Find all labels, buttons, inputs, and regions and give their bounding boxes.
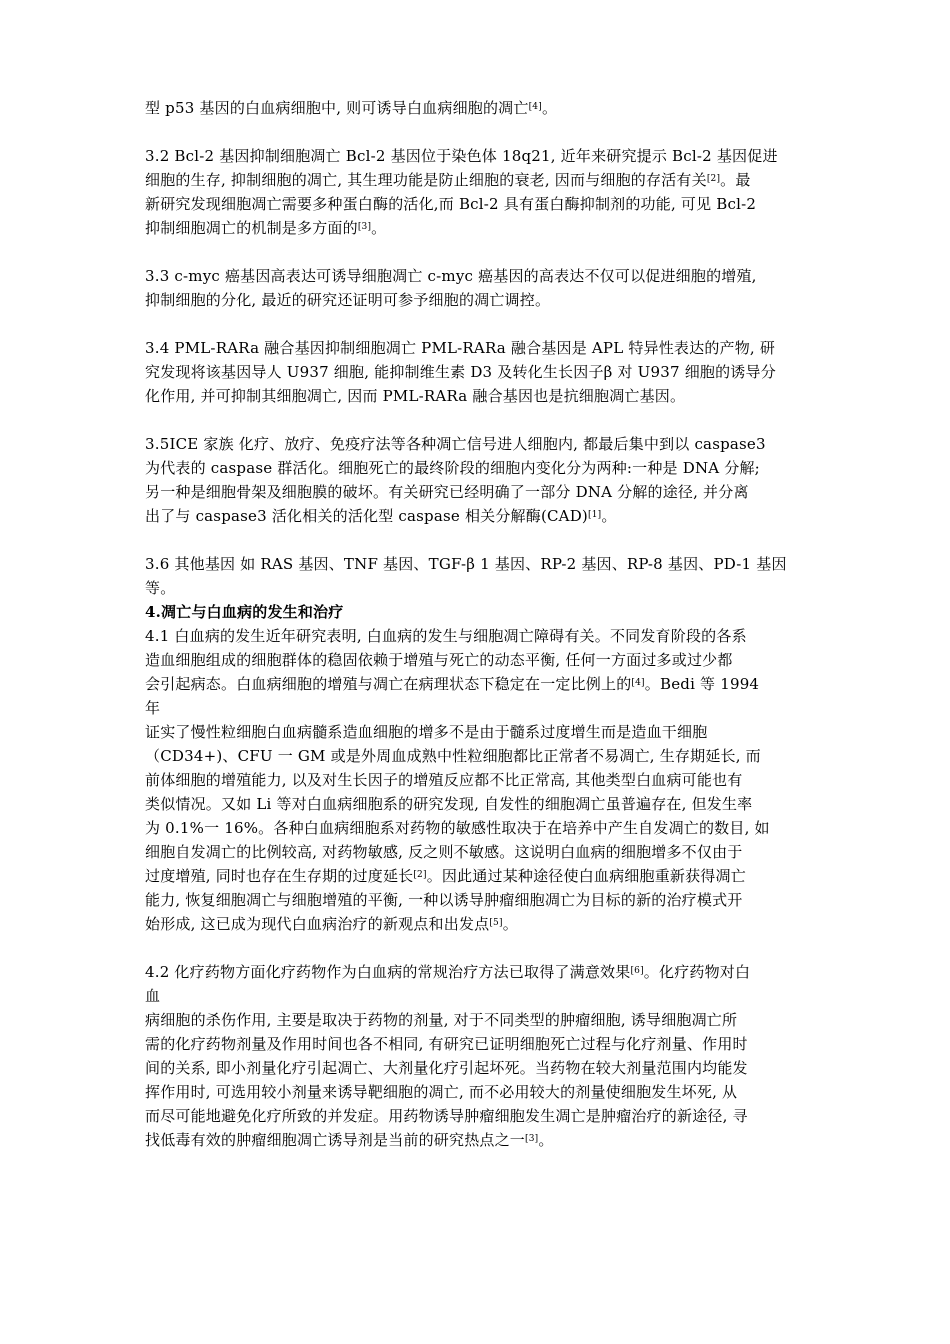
text-run: 4.1 白血病的发生近年研究表明, 白血病的发生与细胞凋亡障碍有关。不同发育阶段的各系 [145,627,747,645]
text-line [145,624,817,648]
text-line [145,1032,817,1056]
text-run: 。化疗药物对白 [643,963,751,981]
text-run: 3.5ICE 家族 化疗、放疗、免疫疗法等各种凋亡信号进人细胞内, 都最后集中到以 caspase3 [145,435,766,453]
citation-ref: [3] [357,222,372,232]
text-run: 挥作用时, 可选用较小剂量来诱导靶细胞的凋亡, 而不必用较大的剂量使细胞发生坏死, 从 [145,1083,738,1101]
text-line [145,168,817,192]
text-line [145,888,817,912]
text-run: 出了与 caspase3 活化相关的活化型 caspase 相关分解酶(CAD) [145,507,588,525]
text-line [145,1080,817,1104]
citation-ref: [6] [630,966,644,976]
citation-ref: [1] [587,510,602,520]
text-line [145,576,817,600]
text-run: 4.2 化疗药物方面化疗药物作为白血病的常规治疗方法已取得了满意效果 [145,963,631,981]
text-run: 间的关系, 即小剂量化疗引起凋亡、大剂量化疗引起坏死。当药物在较大剂量范围内均能发 [145,1059,748,1077]
paragraph [145,336,817,408]
text-run: 前体细胞的增殖能力, 以及对生长因子的增殖反应都不比正常高, 其他类型白血病可能也有 [145,771,743,789]
text-line [145,384,817,408]
paragraph-spacer [145,936,817,960]
text-run: 过度增殖, 同时也存在生存期的过度延长 [145,867,414,885]
text-line [145,192,817,216]
text-run: 。 [538,1131,554,1149]
paragraph [145,264,817,312]
text-line [145,816,817,840]
text-line [145,1056,817,1080]
text-run: 抑制细胞凋亡的机制是多方面的 [145,219,358,237]
text-run: 新研究发现细胞凋亡需要多种蛋白酶的活化,而 Bcl-2 具有蛋白酶抑制剂的功能, 可见 Bcl-2 [145,195,757,213]
text-line [145,336,817,360]
text-run: 。因此通过某种途径使白血病细胞重新获得凋亡 [426,867,746,885]
citation-ref: [3] [525,1134,539,1144]
text-line [145,744,817,768]
section-heading: 4.凋亡与白血病的发生和治疗 [145,603,344,621]
text-line [145,912,817,936]
text-run: 找低毒有效的肿瘤细胞凋亡诱导剂是当前的研究热点之一 [145,1131,526,1149]
text-run: 而尽可能地避免化疗所致的并发症。用药物诱导肿瘤细胞发生凋亡是肿瘤治疗的新途径, 寻 [145,1107,748,1125]
text-line [145,216,817,240]
citation-ref: [5] [489,918,503,928]
paragraph [145,552,817,600]
citation-ref: [2] [413,870,427,880]
citation-ref: [2] [706,174,721,184]
text-line [145,720,817,744]
text-run: 类似情况。又如 Li 等对白血病细胞系的研究发现, 自发性的细胞凋亡虽普遍存在, 但发生率 [145,795,753,813]
text-run: 病细胞的杀伤作用, 主要是取决于药物的剂量, 对于不同类型的肿瘤细胞, 诱导细胞凋亡所 [145,1011,738,1029]
text-line [145,264,817,288]
paragraph-spacer [145,312,817,336]
text-line [145,480,817,504]
text-line [145,960,817,984]
text-line [145,768,817,792]
text-line [145,984,817,1008]
text-run: 始形成, 这已成为现代白血病治疗的新观点和出发点 [145,915,490,933]
text-run: 年 [145,699,161,717]
paragraph-spacer [145,528,817,552]
text-line [145,360,817,384]
text-line [145,672,817,696]
citation-ref: [4] [528,102,542,112]
text-line [145,456,817,480]
text-run: 抑制细胞的分化, 最近的研究还证明可参予细胞的凋亡调控。 [145,291,551,309]
text-line [145,96,817,120]
text-run: 证实了慢性粒细胞白血病髓系造血细胞的增多不是由于髓系过度增生而是造血干细胞 [145,723,708,741]
paragraph-spacer [145,120,817,144]
text-line [145,144,817,168]
text-run: 型 p53 基因的白血病细胞中, 则可诱导白血病细胞的凋亡 [145,99,529,117]
document-body [145,96,817,1152]
text-run: 细胞自发凋亡的比例较高, 对药物敏感, 反之则不敏感。这说明白血病的细胞增多不仅由于 [145,843,743,861]
text-run: 等。 [145,579,176,597]
paragraph [145,96,817,120]
text-line [145,1128,817,1152]
text-run: 。 [502,915,518,933]
text-run: 血 [145,987,161,1005]
text-line [145,864,817,888]
text-run: 究发现将该基因导人 U937 细胞, 能抑制维生素 D3 及转化生长因子β 对 U937 细胞的诱导分 [145,363,776,381]
text-line [145,288,817,312]
text-line [145,792,817,816]
text-line [145,552,817,576]
text-run: 3.3 c-myc 癌基因高表达可诱导细胞凋亡 c-myc 癌基因的高表达不仅可以促进细胞的增殖, [145,267,757,285]
text-line [145,432,817,456]
paragraph-spacer [145,240,817,264]
text-run: 化作用, 并可抑制其细胞凋亡, 因而 PML-RARa 融合基因也是抗细胞凋亡基因。 [145,387,686,405]
text-run: 另一种是细胞骨架及细胞膜的破坏。有关研究已经明确了一部分 DNA 分解的途径, 并分离 [145,483,749,501]
text-line [145,504,817,528]
paragraph [145,144,817,240]
text-run: 。 [541,99,558,117]
text-run: 。Bedi 等 1994 [644,675,760,693]
text-run: 能力, 恢复细胞凋亡与细胞增殖的平衡, 一种以诱导肿瘤细胞凋亡为目标的新的治疗模式开 [145,891,743,909]
text-run: 。 [601,507,617,525]
text-line [145,1104,817,1128]
citation-ref: [4] [631,678,645,688]
paragraph [145,624,817,936]
text-run: 。 [371,219,387,237]
text-run: 为 0.1%一 16%。各种白血病细胞系对药物的敏感性取决于在培养中产生自发凋亡的数目, 如 [145,819,770,837]
text-line [145,1008,817,1032]
text-run: （CD34+)、CFU 一 GM 或是外周血成熟中性粒细胞都比正常者不易凋亡, 生存期延长, 而 [145,747,761,765]
text-run: 细胞的生存, 抑制细胞的凋亡, 其生理功能是防止细胞的衰老, 因而与细胞的存活有关 [145,171,707,189]
text-run: 3.4 PML-RARa 融合基因抑制细胞凋亡 PML-RARa 融合基因是 APL 特异性表达的产物, 研 [145,339,776,357]
paragraph [145,432,817,528]
text-run: 。最 [720,171,751,189]
paragraph [145,960,817,1152]
paragraph-spacer [145,408,817,432]
text-line [145,840,817,864]
text-run: 造血细胞组成的细胞群体的稳固依赖于增殖与死亡的动态平衡, 任何一方面过多或过少都 [145,651,733,669]
text-run: 3.2 Bcl-2 基因抑制细胞凋亡 Bcl-2 基因位于染色体 18q21, 近年来研究提示 Bcl-2 基因促进 [145,147,778,165]
text-run: 3.6 其他基因 如 RAS 基因、TNF 基因、TGF-β 1 基因、RP-2 基因、RP-8 基因、PD-1 基因 [145,555,787,573]
text-line [145,648,817,672]
text-run: 会引起病态。白血病细胞的增殖与凋亡在病理状态下稳定在一定比例上的 [145,675,632,693]
text-line [145,696,817,720]
text-run: 为代表的 caspase 群活化。细胞死亡的最终阶段的细胞内变化分为两种:一种是 DNA 分解; [145,459,760,477]
text-run: 需的化疗药物剂量及作用时间也各不相同, 有研究已证明细胞死亡过程与化疗剂量、作用时 [145,1035,748,1053]
